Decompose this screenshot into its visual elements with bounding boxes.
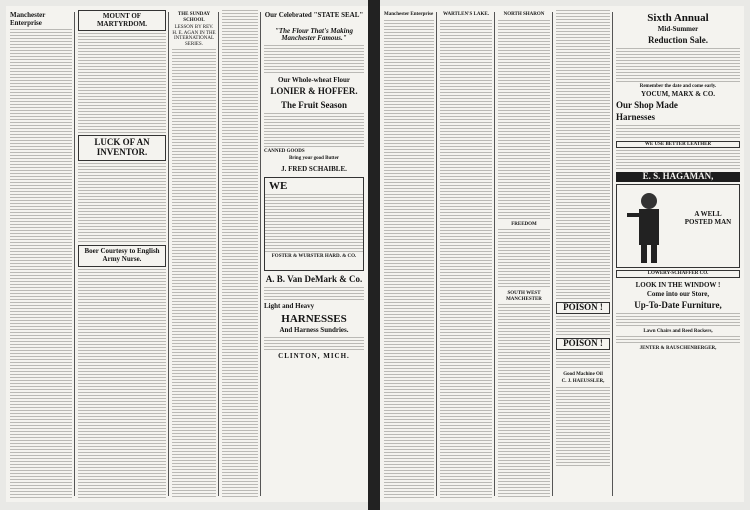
poison-ad-2: POISON ! (556, 338, 610, 350)
left-newspaper-page (6, 6, 368, 502)
ad-text (616, 48, 740, 82)
sixth-annual: Sixth Annual (616, 12, 740, 24)
look-window: LOOK IN THE WINDOW ! (616, 282, 740, 290)
ad-text (264, 45, 364, 75)
headline-inventor: LUCK OF AN INVENTOR. (79, 138, 165, 158)
left-column-1 (10, 10, 72, 498)
poison-ad-1: POISON ! (556, 302, 610, 314)
haeussler-ad: C. J. HAEUSSLER, (556, 379, 610, 385)
masthead: Manchester Enterprise (10, 12, 72, 27)
ad-text (264, 337, 364, 351)
right-column-3 (498, 10, 550, 498)
well-posted-text: A WELL POSTED MAN (684, 210, 732, 226)
ad-text (265, 194, 363, 252)
left-column-4 (222, 10, 258, 498)
mid-summer: Mid-Summer (616, 26, 740, 34)
sunday-school-head: THE SUNDAY SCHOOL (172, 12, 216, 23)
machine-oil-ad: Good Machine Oil (556, 372, 610, 378)
page-gutter (368, 0, 380, 510)
ad-foster-name: FOSTER & WURSTER HARD. & CO. (265, 254, 363, 260)
ad-whole-wheat: Our Whole-wheat Flour (264, 77, 364, 85)
column-text (78, 269, 166, 498)
left-column-3 (172, 10, 216, 498)
ad-we-initial: WE (269, 180, 363, 192)
column-rule (494, 12, 495, 496)
column-text (78, 33, 166, 133)
wartlens-lake-head: WARTLEN'S LAKE. (440, 12, 492, 18)
column-rule (168, 12, 169, 496)
right-column-1 (384, 10, 434, 498)
column-rule (218, 12, 219, 496)
north-sharon-head: NORTH SHARON (498, 12, 550, 18)
come-store: Come into our Store, (616, 291, 740, 299)
column-rule (612, 12, 613, 496)
right-ad-column (616, 10, 740, 498)
ad-butter: Bring your good Butter (264, 156, 364, 162)
column-rule (260, 12, 261, 496)
right-column-2 (440, 10, 492, 498)
column-text (498, 229, 550, 289)
column-rule (552, 12, 553, 496)
reduction-sale: Reduction Sale. (616, 36, 740, 46)
ad-harness-sundries: And Harness Sundries. (264, 327, 364, 335)
man-illustration (619, 187, 679, 265)
ad-flour-quote: "The Flour That's Making Manchester Famous." (264, 28, 364, 43)
right-newspaper-page (380, 6, 744, 502)
ad-foster-box (264, 177, 364, 271)
masthead: Manchester Enterprise (384, 12, 434, 17)
left-column-2 (78, 10, 166, 498)
freedom-head: FREEDOM (498, 222, 550, 228)
ad-text (616, 125, 740, 139)
jenter: JENTER & RAUSCHENBERGER, (616, 346, 740, 352)
ad-fruit-season: The Fruit Season (264, 101, 364, 111)
column-text (498, 304, 550, 498)
lawn-chairs: Lawn Chairs and Reed Rockers, (616, 329, 740, 335)
column-text (556, 316, 610, 336)
ad-text (264, 113, 364, 147)
shop-harnesses: Harnesses (616, 113, 740, 123)
hagaman: E. S. HAGAMAN, (616, 172, 740, 182)
headline-box (78, 10, 166, 31)
ad-text (616, 313, 740, 327)
up-to-date: Up-To-Date Furniture, (616, 301, 740, 311)
sunday-school-sub: LESSON BY REV. H. E. AGAN IN THE INTERNATIONAL SERIES. (172, 25, 216, 47)
column-text (556, 10, 610, 300)
lowery-schaffer: LOWERY-SCHAFFER CO. (616, 270, 740, 278)
column-text (440, 20, 492, 499)
well-posted-ad (616, 184, 740, 268)
south-manchester-head: SOUTH WEST MANCHESTER (498, 291, 550, 302)
ad-clinton: CLINTON, MICH. (264, 353, 364, 361)
headline-box (78, 245, 166, 266)
better-leather: WE USE BETTER LEATHER (616, 141, 740, 149)
ad-text (264, 287, 364, 301)
headline-box (78, 135, 166, 161)
column-text (222, 10, 258, 498)
ad-text (616, 336, 740, 344)
ad-van-demark: A. B. Van DeMark & Co. (265, 274, 363, 285)
column-text (384, 20, 434, 499)
ad-light-heavy: Light and Heavy (264, 303, 364, 311)
left-ad-column (264, 10, 364, 498)
column-text (78, 163, 166, 243)
column-rule (74, 12, 75, 496)
column-rule (436, 12, 437, 496)
column-text (172, 49, 216, 498)
column-text (498, 20, 550, 220)
ad-state-seal-title: Our Celebrated "STATE SEAL" (264, 11, 364, 19)
remember-date: Remember the date and come early. (616, 84, 740, 90)
column-text (556, 387, 610, 467)
column-text (556, 352, 610, 370)
column-text (10, 29, 72, 498)
ad-mill-name: LONIER & HOFFER. (264, 87, 364, 97)
ad-schaible: J. FRED SCHAIBLE. (264, 166, 364, 174)
right-column-4 (556, 10, 610, 498)
ad-text (616, 150, 740, 170)
ad-canned-goods: CANNED GOODS (264, 149, 364, 155)
ad-harnesses: HARNESSES (264, 313, 364, 325)
headline-martyrdom: MOUNT OF MARTYRDOM. (79, 13, 165, 28)
headline-boer: Boer Courtesy to English Army Nurse. (79, 248, 165, 263)
yocum-marx: YOCUM, MARX & CO. (616, 91, 740, 99)
shop-made: Our Shop Made (616, 101, 740, 111)
